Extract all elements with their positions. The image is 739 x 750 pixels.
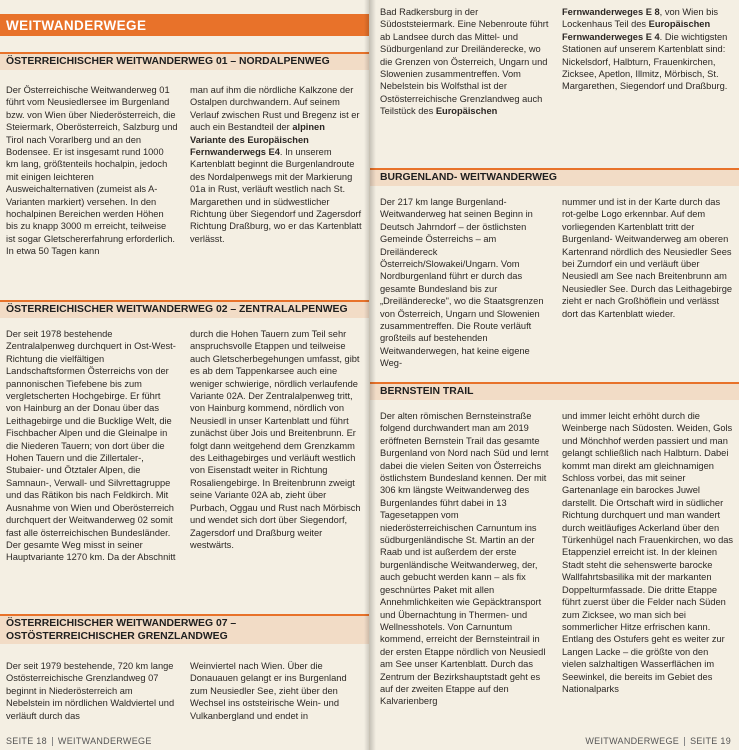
continued-e8-highlight-b: Fernwanderweges E 8	[562, 7, 660, 17]
section-burgenland-text-1: Der 217 km lange Burgenland-Weitwanderweg hat seinen Beginn in Deutsch Jahrndorf – der östlichsten Gemeinde Österreichs – am Dreiländereck Österreich/Slowakei/Ungarn. Vom Nordburgenland führt er durch das gesamte Bundesland bis zur „Dreiländerecke", wo die Staatsgrenzen von Österreich, Ungarn und Slowenien zusammentreffen. Die Route verläuft großteils auf bestehenden Weitwanderwegen, hat keine eigene Weg-	[380, 197, 544, 369]
section-01-text-1: Der Österreichische Weitwanderweg 01 führt vom Neusiedlersee im Burgenland bzw. von Wien über Niederösterreich, die Steiermark, Oberösterreich, Salzburg und Tirol nach Vorarlberg und an den Bodensee. Er ist insgesamt rund 1000 km lang, größtenteils hochalpin, jedoch mit einigen leichteren Ausweichalternativen (zumeist als A-Varianten markiert) versehen. In den hochalpinen Bereichen werden Höhen bis zu knapp 3000 m erreicht, teilweise ist sogar Gletschererfahrung erforderlich. In etwa 50 Tagen kann	[6, 85, 178, 257]
section-01-e4-highlight: alpinen Variante des Europäischen Fernwanderwegs E4	[190, 122, 325, 158]
section-burgenland-title: BURGENLAND- WEITWANDERWEG	[380, 172, 558, 183]
section-01-text-2c: . In unserem Kartenblatt beginnt die Burgenlandroute des Nordalpenwegs mit der Markierung 01a in Rust, verläuft westlich nach St. Margarethen und in südwestlicher Richtung über Siegendorf und Zagersdorf Richtung Draßburg, wo er das Kartenblatt verlässt.	[190, 147, 362, 244]
section-02-text-2: durch die Hohen Tauern zum Teil sehr anspruchsvolle Etappen und teilweise auch Gletscherbegehungen umfasst, gibt es ab dem Tappenkarsee auch eine weniger schwierige, nördlich verlaufende Variante 02A. Der Zentralalpenweg tritt, von Hainburg kommend, nördlich von Neusiedl in unser Kartenblatt und führt zunächst über Jois und Breitenbrunn. Er folgt dann weitgehend dem Grenzkamm des Leithagebirges und verläuft westlich von Eisenstadt weiter in Richtung Rosaliengebirge. In Breitenbrunn zweigt seine Variante 02A ab, zieht über Purbach, Oggau und Rust nach Mörbisch und wendet sich dort über Siegendorf, Zagersdorf und Draßburg weiter westwärts.	[190, 329, 361, 550]
section-01-col1	[6, 84, 178, 258]
continued-text-1	[380, 6, 552, 118]
section-07-title	[6, 618, 361, 644]
footer-separator	[684, 737, 685, 746]
left-footer-label: WEITWANDERWEGE	[57, 735, 152, 746]
footer-separator	[52, 737, 53, 746]
left-page-number: SEITE 18	[6, 735, 47, 746]
section-02-col2	[190, 328, 362, 551]
left-page	[0, 0, 369, 750]
section-01-text-2	[190, 84, 362, 245]
section-01-col2	[190, 84, 362, 245]
continued-e8-highlight-a: Europäischen	[435, 106, 498, 117]
right-footer	[585, 736, 731, 746]
section-01-text-2a: man auf ihm die nördliche Kalkzone der Ostalpen durchwandern. Auf seinem Verlauf zwischen Rust und Bregenz ist er auch ein Bestandteil der	[190, 85, 360, 133]
section-bernstein-text-1: Der alten römischen Bernsteinstraße folgend durchwandert man am 2019 eröffneten Bernstein Trail das gesamte Burgenland von Nord nach Süd und lernt dabei die vielen Seiten von Österreichs östlichstem Bundesland kennen. Der mit 306 km längste Weitwanderweg des Burgenlandes führt dabei in 13 Tagesetappen vom niederösterreichischen Carnuntum ins südburgenländische St. Martin an der Raab und ist außerdem der erste burgenländische Weitwanderweg, der, auch gebucht werden kann – als fix geschnürtes Paket mit allen Annehmlichkeiten wie Gepäcktransport und Übernachtung in Thermen- und Wellnesshotels. Von Carnuntum kommend, erreicht der Bernsteintrail in der ersten Etappe nördlich von Neusiedl am See unser Kartenblatt. Durch das Zentrum der Bezirkshauptstadt geht es auf der zweiten Etappe auf den Kalvarienberg	[380, 411, 549, 707]
continued-text-1a: Bad Radkersburg in der Südoststeiermark. Eine Nebenroute führt ab Landsee durch das Mittel- und Südburgenland zur Dreiländerecke, wo die Grenzen von Österreich, Ungarn und Slowenien zusammentreffen. Vom Nebelstein bis Wolfsthal ist der Ostösterreichische Grenzlandweg auch Teilstück des	[380, 7, 549, 117]
section-07-text-2: Weinviertel nach Wien. Über die Donauauen gelangt er ins Burgenland zum Neusiedler See, zieht über den Wechsel ins oststeirische Wein- und Vulkanbergland und endet in	[190, 661, 347, 721]
section-bernstein-col2	[562, 410, 734, 695]
continued-text-2b: . Die wichtigsten Stationen auf unserem Kartenblatt sind: Nickelsdorf, Halbturn, Frauenkirchen, Zicksee, Apetlon, Illmitz, Mörbisch, St. Margarethen, Siegendorf und Draßburg.	[562, 31, 728, 92]
chapter-header	[0, 14, 369, 36]
right-page	[370, 0, 739, 750]
book-gutter	[364, 0, 376, 750]
section-burgenland-text-2: nummer und ist in der Karte durch das rot-gelbe Logo erkennbar. Auf dem vorliegenden Kartenblatt tritt der Burgenland- Weitwanderweg am oberen Kartenrand nördlich des Neusiedler Sees bei Zurndorf ein und verläuft über Neusiedl am See nach Breitenbrunn am Neusiedler See. Durch das Leithagebirge zieht er nach Großhöflein und verlässt dort das Kartenblatt wieder.	[562, 197, 733, 319]
chapter-title: WEITWANDERWEGE	[6, 18, 147, 33]
continued-col2	[562, 6, 734, 93]
section-07-col1	[6, 660, 178, 722]
left-footer	[6, 736, 152, 746]
right-footer-label: WEITWANDERWEGE	[585, 735, 680, 746]
section-burgenland-col2	[562, 196, 734, 320]
section-burgenland-col1	[380, 196, 552, 370]
continued-text-2	[562, 6, 734, 93]
section-02-text-1: Der seit 1978 bestehende Zentralalpenweg durchquert in Ost-West-Richtung die vielfältigen Landschaftsformen Österreichs von der pannonischen Tiefebene bis zum vergletscherten Hochgebirge. Er führt von Hainburg an der Donau über das Leithagebirge und die Bucklige Welt, die Fischbacher Alpen und die Gleinalpe in die Niederen Tauern; von dort über die Hohen Tauern und die Zillertaler-, Stubaier- und Ötztaler Alpen, die Samnaun-, Verwall- und Silvrettagruppe und das Rätikon bis nach Feldkirch. Mit Ausnahme von Wien und Oberösterreich durchquert der Weitwanderweg 02 somit fast alle österreichischen Bundesländer. Der gesamte Weg misst in seiner Hauptvariante 1270 km. Da der Abschnitt	[6, 329, 176, 563]
section-07-text-1: Der seit 1979 bestehende, 720 km lange Ostösterreichische Grenzlandweg 07 beginnt in Niederösterreich am Nebelstein im nördlichen Waldviertel und verläuft durch das	[6, 661, 175, 721]
section-02-title: ÖSTERREICHISCHER WEITWANDERWEG 02 – ZENTRALALPENWEG	[6, 304, 348, 315]
section-02-col1	[6, 328, 178, 564]
section-bernstein-col1	[380, 410, 552, 708]
section-07-title-line2: OSTÖSTERREICHISCHER GRENZLANDWEG	[6, 630, 228, 642]
section-01-title: ÖSTERREICHISCHER WEITWANDERWEG 01 – NORDALPENWEG	[6, 56, 330, 67]
continued-text-2a: , von Wien bis Lockenhaus Teil des	[562, 7, 719, 30]
section-bernstein-text-2: und immer leicht erhöht durch die Weinberge nach Südosten. Weiden, Gols und Mönchhof werden passiert und man gelangt schließlich nach Halbturn. Dabei kommt man direkt am gleichnamigen Schloss vorbei, das mit seiner Gartenanlage ein barockes Juwel darstellt. Die Ortschaft wird in südlicher Richtung durchquert und man wandert durch weitläufiges Ackerland über den Türkenhügel nach Frauenkirchen, wo das Etappenziel erreicht ist. In der kleinen Stadt steht die sehenswerte barocke Wallfahrtsbasilika mit der markanten Doppelturmfassade. Die dritte Etappe führt zuerst über die Felder nach Süden zum Zicksee, wo man sich bei sommerlicher Hitze erfrischen kann. Entlang des Ostufers geht es weiter zur Langen Lacke – die größte von den vielen salzhaltigen Wasserflächen im Seewinkel, die bereits im Gebiet des Nationalparks	[562, 411, 734, 694]
continued-col1	[380, 6, 552, 118]
section-07-col2	[190, 660, 362, 722]
continued-e4-highlight: Europäischen Fernwanderweges E 4	[562, 19, 711, 42]
section-07-title-line1: ÖSTERREICHISCHER WEITWANDERWEG 07 –	[6, 618, 237, 629]
right-page-number: SEITE 19	[690, 735, 731, 746]
section-bernstein-title: BERNSTEIN TRAIL	[380, 386, 474, 397]
